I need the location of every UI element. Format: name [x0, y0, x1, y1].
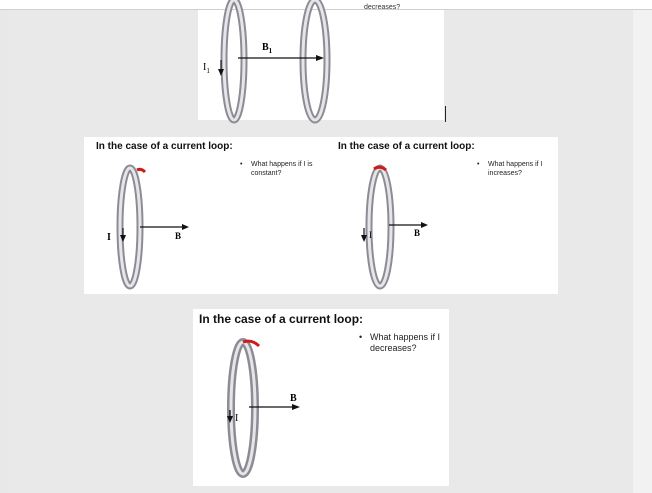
- label-b: B: [175, 231, 182, 241]
- label-i: I: [235, 413, 239, 424]
- label-i: I: [369, 230, 372, 240]
- right-margin: [633, 10, 652, 493]
- slide-constant[interactable]: [84, 137, 331, 294]
- top-bar: [0, 0, 652, 10]
- two-loops-diagram: [198, 10, 444, 120]
- slide-title: In the case of a current loop:: [96, 141, 233, 152]
- label-i1: $I_1$: [203, 62, 210, 75]
- label-b1: $B_1$: [262, 42, 273, 55]
- bullet-question: • What happens if I increases?: [477, 161, 543, 177]
- label-b: B: [290, 393, 297, 404]
- bullet-question: • What happens if I decreases?: [359, 332, 441, 354]
- slide-decreases[interactable]: [193, 309, 449, 486]
- slide-two-loops[interactable]: [198, 4, 444, 120]
- label-b: B: [414, 228, 421, 238]
- slide-title: In the case of a current loop:: [199, 312, 364, 326]
- slide-increases[interactable]: [331, 137, 558, 294]
- bullet-question: • What happens if I is constant?: [240, 161, 313, 177]
- label-i: I: [107, 232, 111, 243]
- text-cursor: [445, 106, 446, 122]
- slide-title: In the case of a current loop:: [338, 141, 475, 152]
- bullet-text: decreases?: [364, 4, 401, 11]
